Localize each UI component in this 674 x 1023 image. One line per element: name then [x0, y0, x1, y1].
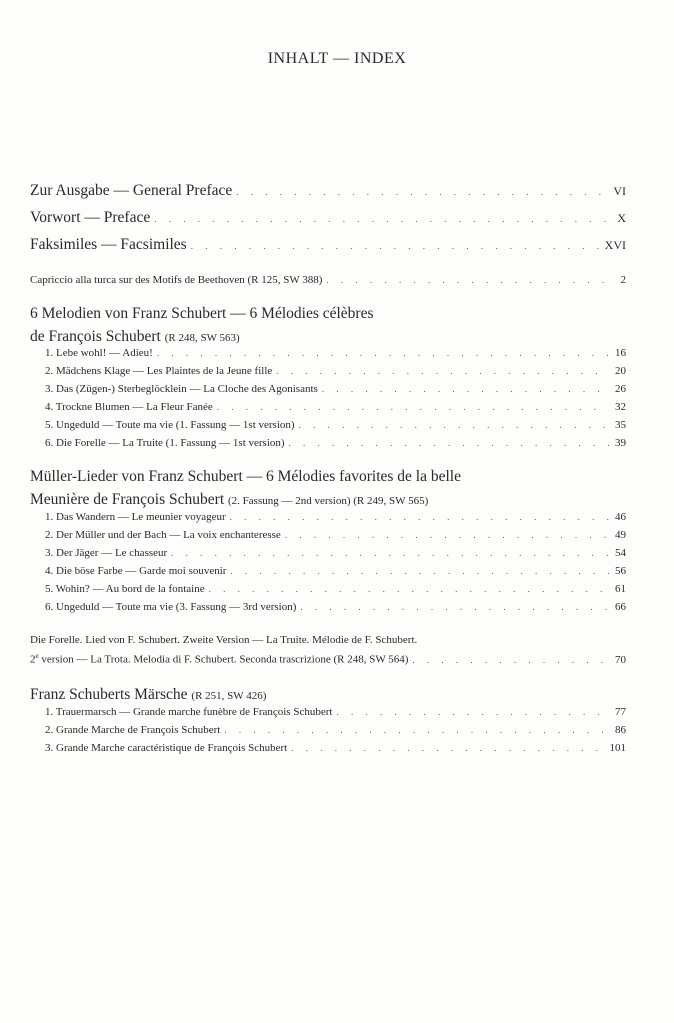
dot-leader: [322, 384, 609, 394]
toc-entry-text: 4. Die böse Farbe — Garde moi souvenir: [45, 565, 227, 577]
toc-page-number: 20: [615, 365, 626, 377]
toc-entry[interactable]: [45, 511, 626, 523]
heading-text: de François Schubert: [30, 328, 161, 345]
toc-page-number: 32: [615, 401, 626, 413]
dot-leader: [217, 402, 609, 412]
toc-entry-text: Faksimiles — Facsimiles: [30, 236, 187, 253]
toc-entry-text: 3. Der Jäger — Le chasseur: [45, 547, 168, 559]
toc-entry-text: 1. Das Wandern — Le meunier voyageur: [45, 511, 226, 523]
toc-entry[interactable]: [45, 419, 626, 431]
toc-page-number: 35: [615, 419, 626, 431]
toc-page-number: 77: [615, 706, 626, 718]
dot-leader: [299, 420, 609, 430]
toc-page-number: X: [617, 211, 626, 225]
toc-page-number: 49: [615, 529, 626, 541]
toc-entry-text: 5. Wohin? — Au bord de la fontaine: [45, 583, 205, 595]
toc-entry-text: 4. Trockne Blumen — La Fleur Fanée: [45, 401, 213, 413]
toc-page-number: 46: [615, 511, 626, 523]
toc-entry-text: 1. Lebe wohl! — Adieu!: [45, 347, 153, 359]
toc-page-number: 61: [615, 583, 626, 595]
toc-entry-text: 2. Der Müller und der Bach — La voix enchanteresse: [45, 529, 281, 541]
toc-page-number: 39: [615, 437, 626, 449]
section-heading-mueller-line2: [30, 491, 630, 509]
toc-entry[interactable]: [45, 547, 626, 559]
toc-entry[interactable]: [45, 565, 626, 577]
ordinal-number: 2: [30, 653, 36, 666]
toc-entry-preface[interactable]: [30, 209, 626, 227]
toc-page-number: VI: [613, 184, 626, 198]
dot-leader: [300, 602, 609, 612]
toc-page-number: 54: [615, 547, 626, 559]
dot-leader: [276, 366, 609, 376]
dot-leader: [336, 707, 609, 717]
toc-entry-text: Zur Ausgabe — General Preface: [30, 182, 233, 199]
toc-entry[interactable]: [45, 401, 626, 413]
toc-entry-text: 1. Trauermarsch — Grande marche funèbre de François Schubert: [45, 706, 333, 718]
toc-entry[interactable]: [45, 724, 626, 736]
heading-text: Franz Schuberts Märsche: [30, 686, 188, 703]
section-heading-maersche: [30, 686, 630, 704]
dot-leader: [285, 530, 609, 540]
toc-entry[interactable]: [45, 365, 626, 377]
section-heading-melodien-line2: [30, 328, 630, 346]
toc-entry-text: 6. Die Forelle — La Truite (1. Fassung — 1st version): [45, 437, 285, 449]
toc-entry[interactable]: [45, 742, 626, 754]
toc-entry-text: 3. Das (Zügen-) Sterbeglöcklein — La Cloche des Agonisants: [45, 383, 318, 395]
dot-leader: [326, 275, 614, 285]
toc-entry-text: 3. Grande Marche caractéristique de François Schubert: [45, 742, 288, 754]
toc-entry-text: 2. Grande Marche de François Schubert: [45, 724, 221, 736]
toc-page-number: 2: [620, 274, 626, 286]
heading-text: Müller-Lieder von Franz Schubert — 6 Mélodies favorites de la belle: [30, 468, 461, 485]
dot-leader: [291, 743, 603, 753]
toc-entry[interactable]: [45, 383, 626, 395]
toc-entry-text: Capriccio alla turca sur des Motifs de Beethoven (R 125, SW 388): [30, 274, 323, 286]
toc-entry-capriccio[interactable]: [30, 274, 626, 286]
toc-entry[interactable]: [45, 437, 626, 449]
toc-entry-text: 5. Ungeduld — Toute ma vie (1. Fassung — 1st version): [45, 419, 295, 431]
toc-entry-general-preface[interactable]: [30, 182, 626, 200]
section-heading-melodien: [30, 305, 630, 323]
dot-leader: [289, 438, 609, 448]
toc-page-number: 56: [615, 565, 626, 577]
toc-entry-text: [30, 652, 408, 666]
dot-leader: [157, 348, 609, 358]
toc-entry-text: 2. Mädchens Klage — Les Plaintes de la Jeune fille: [45, 365, 273, 377]
toc-entry[interactable]: [45, 583, 626, 595]
dot-leader: [224, 725, 609, 735]
toc-page-number: 70: [615, 653, 626, 666]
dot-leader: [191, 241, 599, 251]
toc-page-number: 66: [615, 601, 626, 613]
section-heading-mueller: [30, 468, 630, 486]
dot-leader: [412, 655, 609, 665]
toc-entry[interactable]: [45, 529, 626, 541]
heading-text: Meunière de François Schubert: [30, 491, 225, 508]
heading-reference: (R 251, SW 426): [191, 690, 267, 702]
toc-entry-facsimiles[interactable]: [30, 236, 626, 254]
toc-page-number: 16: [615, 347, 626, 359]
entry-rest: version — La Trota. Melodia di F. Schubert. Seconda trascrizione (R 248, SW 564): [38, 653, 409, 666]
dot-leader: [230, 566, 609, 576]
dot-leader: [171, 548, 609, 558]
toc-entry-forelle[interactable]: [30, 652, 626, 666]
dot-leader: [154, 214, 611, 224]
heading-reference: (R 248, SW 563): [164, 332, 240, 344]
toc-entry-forelle-line1[interactable]: [30, 634, 626, 646]
toc-page-number: 86: [615, 724, 626, 736]
dot-leader: [236, 187, 607, 197]
toc-page-number: 26: [615, 383, 626, 395]
toc-entry-text: 6. Ungeduld — Toute ma vie (3. Fassung — 3rd version): [45, 601, 297, 613]
toc-entry-text: Die Forelle. Lied von F. Schubert. Zweite Version — La Truite. Mélodie de F. Schubert.: [30, 634, 418, 646]
toc-entry[interactable]: [45, 706, 626, 718]
dot-leader: [230, 512, 609, 522]
heading-reference: (2. Fassung — 2nd version) (R 249, SW 565): [228, 495, 429, 507]
toc-entry-text: Vorwort — Preface: [30, 209, 151, 226]
ordinal-suffix: e: [35, 652, 39, 660]
toc-page-number: XVI: [604, 238, 626, 252]
dot-leader: [209, 584, 609, 594]
toc-entry[interactable]: [45, 601, 626, 613]
heading-text: 6 Melodien von Franz Schubert — 6 Mélodies célèbres: [30, 305, 374, 322]
page-title: INHALT — INDEX: [267, 50, 407, 67]
toc-entry[interactable]: [45, 347, 626, 359]
toc-page-number: 101: [609, 742, 626, 754]
